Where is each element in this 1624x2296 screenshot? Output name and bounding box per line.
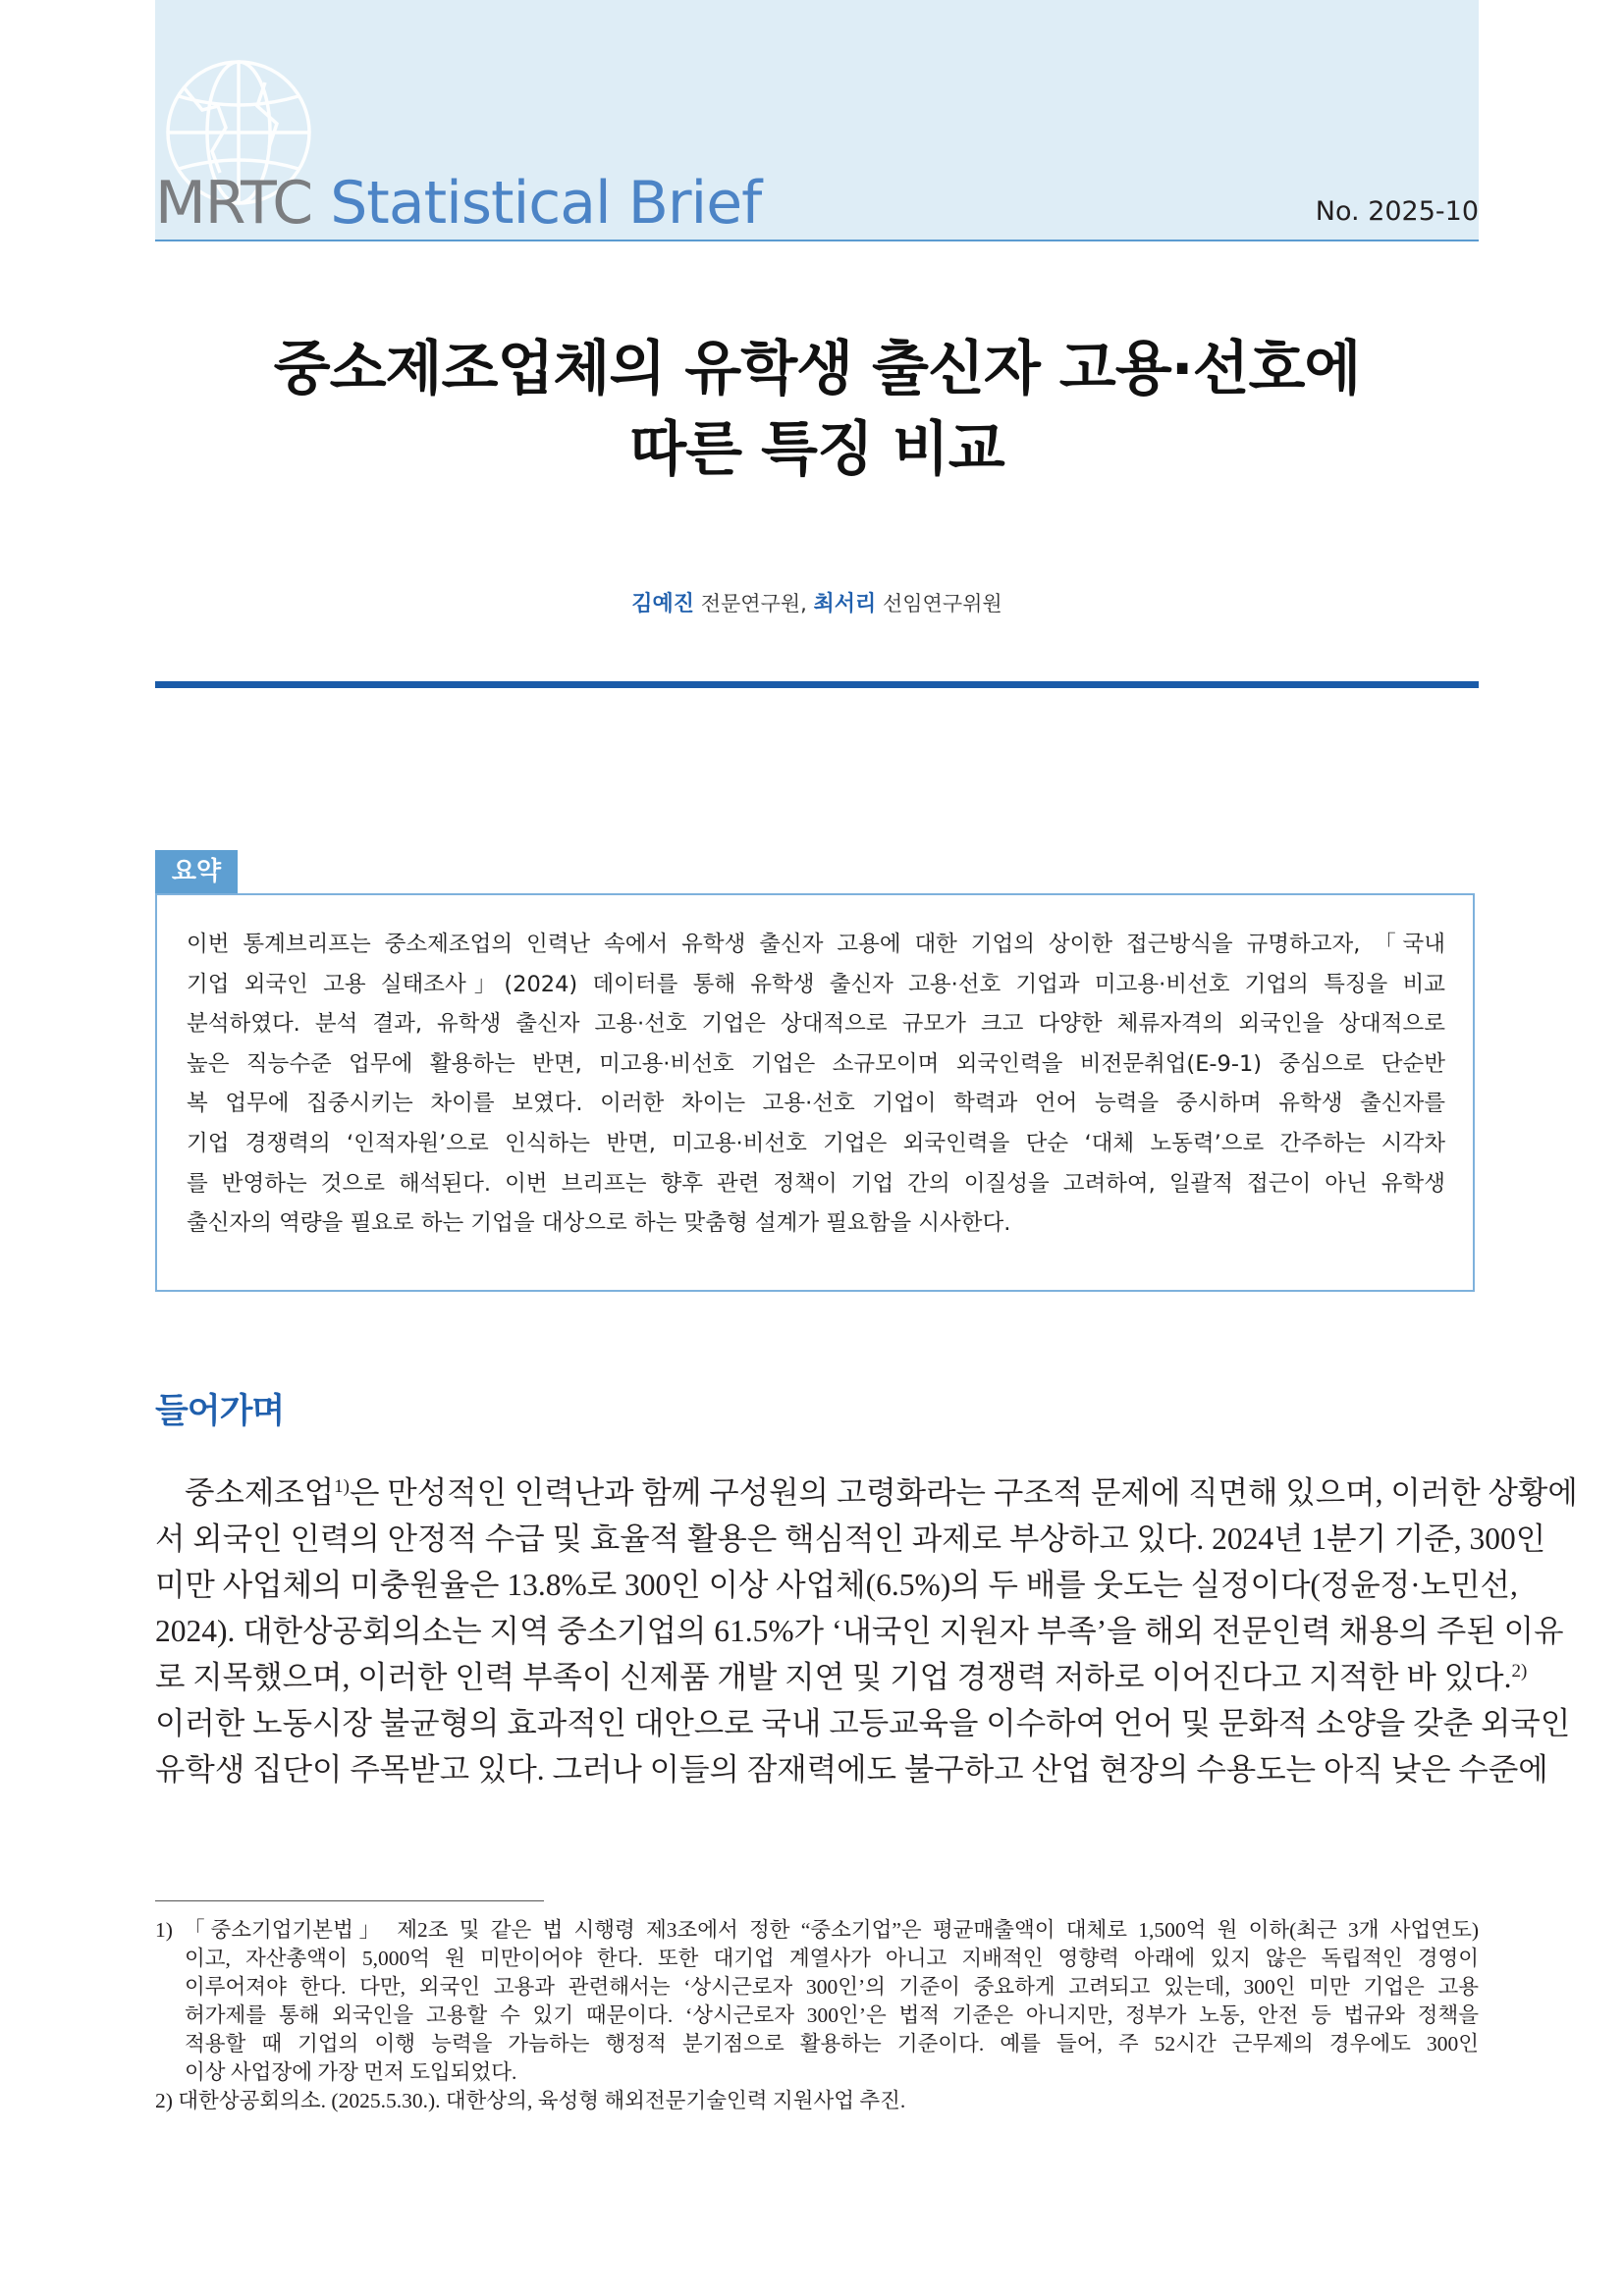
summary-line: 기업 경쟁력의 ‘인적자원’으로 인식하는 반면, 미고용·비선호 기업은 외국인력을 단순 ‘대체 노동력’으로 간주하는 시각차 [187,1130,1445,1156]
author-name: 최서리 [813,592,877,616]
issue-number: No. 2025-10 [1315,196,1479,227]
footnote-ref[interactable]: 1) [334,1476,350,1497]
body-text-span: 로 지목했으며, 이러한 인력 부족이 신제품 개발 지연 및 기업 경쟁력 저하로 이어진다고 지적한 바 있다. [155,1660,1512,1694]
footnotes [155,1916,1479,2115]
footnote-line: 이루어져야 한다. 다만, 외국인 고용과 관련해서는 ‘상시근로자 300인’의 기준이 중요하게 고려되고 있는데, 300인 미만 기업은 고용 [185,1975,1479,1999]
footnote-line: 2) 대한상공회의소. (2025.5.30.). 대한상의, 육성형 해외전문기술인력 지원사업 추진. [155,2089,906,2112]
summary-text [187,925,1445,1244]
body-line: 서 외국인 인력의 안정적 수급 및 효율적 활용은 핵심적인 과제로 부상하고 있다. 2024년 1분기 기준, 300인 [155,1522,1546,1556]
section-heading: 들어가며 [155,1392,285,1431]
summary-line: 이번 통계브리프는 중소제조업의 인력난 속에서 유학생 출신자 고용에 대한 기업의 상이한 접근방식을 규명하고자, 「국내 [187,932,1445,957]
summary-line: 기업 외국인 고용 실태조사」(2024) 데이터를 통해 유학생 출신자 고용·선호 기업과 미고용·비선호 기업의 특징을 비교 [187,971,1445,997]
brand-prefix: MRTC [155,169,313,238]
body-text-span: 중소제조업 [185,1475,335,1510]
author-role: 선임연구위원 [882,592,1002,615]
footnote-line: 이상 사업장에 가장 먼저 도입되었다. [185,2060,517,2084]
section-divider [155,681,1479,688]
footnote-ref[interactable]: 2) [1511,1661,1528,1682]
author-role: 전문연구원, [700,592,807,615]
footnote-line: 허가제를 통해 외국인을 고용할 수 있기 때문이다. ‘상시근로자 300인’은 법적 기준은 아니지만, 정부가 노동, 안전 등 법규와 정책을 [185,2003,1479,2027]
summary-line: 출신자의 역량을 필요로 하는 기업을 대상으로 하는 맞춤형 설계가 필요함을 시사한다. [187,1210,1011,1237]
title-line: 따른 특징 비교 [629,415,1004,484]
summary-line: 분석하였다. 분석 결과, 유학생 출신자 고용·선호 기업은 상대적으로 규모가 크고 다양한 체류자격의 외국인을 상대적으로 [187,1011,1445,1038]
body-line: 유학생 집단이 주목받고 있다. 그러나 이들의 잠재력에도 불구하고 산업 현장의 수용도는 아직 낮은 수준에 [155,1752,1548,1787]
footnote-rule [155,1900,544,1901]
page-title [155,329,1479,490]
footnote-line: 이고, 자산총액이 5,000억 원 미만이어야 한다. 또한 대기업 계열사가 아니고 지배적인 영향력 아래에 있지 않은 독립적인 경영이 [185,1947,1479,1970]
body-line [155,1654,1528,1700]
body-text [155,1469,1578,1792]
body-line: 미만 사업체의 미충원율은 13.8%로 300인 이상 사업체(6.5%)의 두 배를 웃도는 실정이다(정윤정·노민선, [155,1568,1518,1602]
footnote-line: 적용할 때 기업의 이행 능력을 가늠하는 행정적 분기점으로 활용하는 기준이다. 예를 들어, 주 52시간 근무제의 경우에도 300인 [185,2032,1479,2056]
summary-label: 요약 [155,850,238,894]
author-line [155,587,1479,617]
body-line: 이러한 노동시장 불균형의 효과적인 대안으로 국내 고등교육을 이수하여 언어 및 문화적 소양을 갖춘 외국인 [155,1706,1571,1740]
brand-title [155,169,761,238]
title-line: 중소제조업체의 유학생 출신자 고용·선호에 [273,335,1361,403]
author-name: 김예진 [631,592,695,616]
summary-line: 높은 직능수준 업무에 활용하는 반면, 미고용·비선호 기업은 소규모이며 외국인력을 비전문취업(E-9-1) 중심으로 단순반 [187,1050,1445,1077]
summary-line: 복 업무에 집중시키는 차이를 보였다. 이러한 차이는 고용·선호 기업이 학력과 언어 능력을 중시하며 유학생 출신자를 [187,1091,1445,1117]
brand-suffix: Statistical Brief [330,169,762,238]
body-line [155,1469,1578,1516]
body-line: 2024). 대한상공회의소는 지역 중소기업의 61.5%가 ‘내국인 지원자 부족’을 해외 전문인력 채용의 주된 이유 [155,1614,1564,1648]
body-text-span: 은 만성적인 인력난과 함께 구성원의 고령화라는 구조적 문제에 직면해 있으며, 이러한 상황에 [349,1475,1578,1510]
summary-line: 를 반영하는 것으로 해석된다. 이번 브리프는 향후 관련 정책이 기업 간의 이질성을 고려하여, 일괄적 접근이 아닌 유학생 [187,1170,1445,1197]
footnote-line: 1) 「중소기업기본법」 제2조 및 같은 법 시행령 제3조에서 정한 “중소기업”은 평균매출액이 대체로 1,500억 원 이하(최근 3개 사업연도) [155,1918,1479,1942]
header-rule [155,240,1479,241]
